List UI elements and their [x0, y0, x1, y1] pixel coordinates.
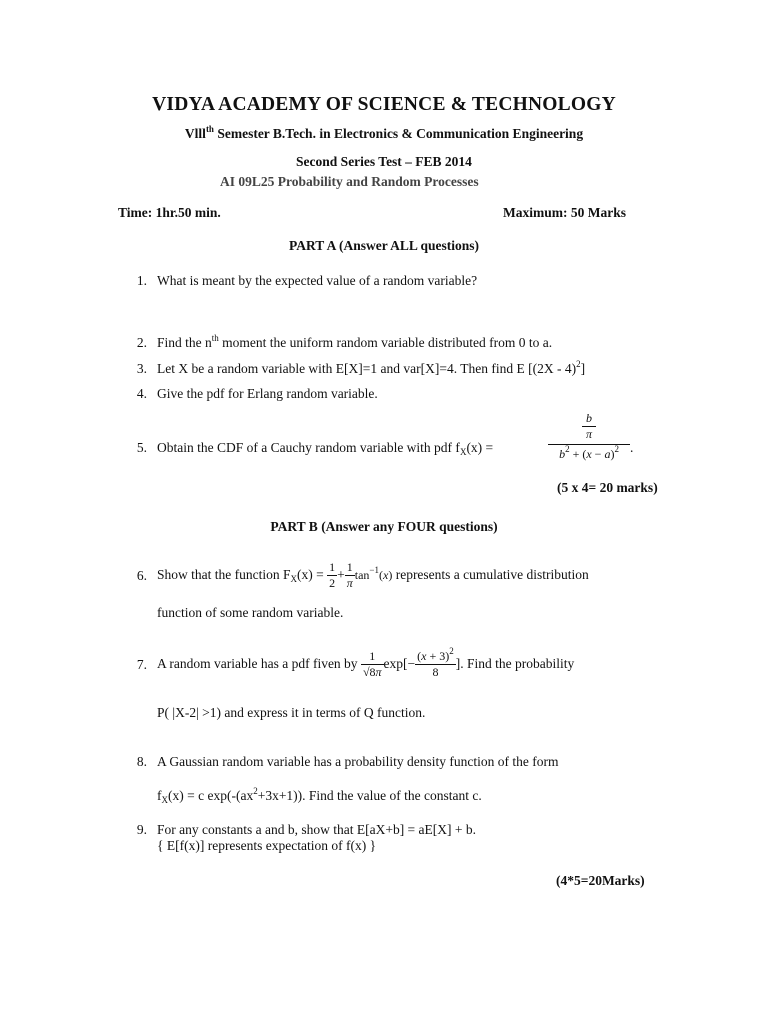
q7-fraction-sqrt: $\frac{1}{√8\pi}$ [362, 649, 382, 680]
q8-l2-post: +3x+1)). Find the value of the constant c. [257, 788, 482, 803]
q2-pre: Find the n [157, 335, 212, 350]
q6-fraction-half: $\frac{1}{2}$ [329, 560, 336, 591]
semester-prefix: Vlll [184, 126, 206, 141]
q6-number: 6. [136, 568, 147, 583]
q2-number: 2. [136, 335, 147, 350]
q7-fraction-exponent: $\frac{(x + 3)^2}{8}$ [417, 646, 454, 680]
q8-l2-mid: (x) = c exp(-(ax [168, 788, 254, 803]
q7-number: 7. [136, 657, 147, 672]
q5-pre: Obtain the CDF of a Cauchy random variable with pdf f [157, 440, 460, 455]
q9-line2: { E[f(x)] represents expectation of f(x) } [157, 838, 377, 853]
semester-sup: th [205, 124, 214, 134]
q7-text: A random variable has a pdf fiven by $\frac{1}{√8\pi}$ exp[− $\frac{(x + 3)^2}{8}$ ]. Find the probability [157, 646, 575, 680]
q3-sup: 2 [576, 359, 581, 369]
q7-exp: exp[− [383, 656, 416, 671]
q8-l2-sup: 2 [253, 786, 258, 796]
q8-l2-pre: f [157, 788, 162, 803]
time-allowed: Time: 1hr.50 min. [118, 205, 221, 220]
q6-pre: Show that the function F [157, 567, 291, 582]
q7-post: . Find the probability [460, 656, 575, 671]
q3-number: 3. [136, 361, 147, 376]
q9-number: 9. [136, 822, 147, 837]
cauchy-denominator: $b^2 + (x - a)^2$ [559, 444, 619, 461]
semester-line [0, 126, 768, 142]
q8-l2-sub: X [161, 795, 168, 805]
q2-sup: th [211, 333, 219, 343]
q6-mid: (x) = [297, 567, 328, 582]
q5-mid: (x) = [466, 440, 494, 455]
q6-sub: X [290, 574, 297, 584]
q1-text: What is meant by the expected value of a random variable? [157, 273, 478, 288]
q6-text: Show that the function $F_X(x)$ = $\frac{1}{2}$ + $\frac{1}{\pi}$ $\tan^{-1}(x)$ represents a cumulative distribution [157, 560, 589, 591]
q3-post: ] [580, 361, 586, 376]
maximum-marks: Maximum: 50 Marks [503, 205, 626, 220]
part-a-title: PART A (Answer ALL questions) [288, 238, 480, 253]
q1-number: 1. [136, 273, 147, 288]
part-b-title: PART B (Answer any FOUR questions) [270, 519, 498, 534]
q5-number: 5. [136, 440, 147, 455]
q5-sub: X [459, 447, 467, 457]
q3-pre: Let X be a random variable with E[X]=1 and var[X]=4. Then find E [(2X - 4) [157, 361, 577, 376]
q5-post: . [630, 440, 634, 455]
q7-pre: A random variable has a pdf fiven by [157, 656, 361, 671]
q6-fraction-pi: $\frac{1}{\pi}$ [346, 560, 353, 591]
institution-title: VIDYA ACADEMY OF SCIENCE & TECHNOLOGY [152, 94, 616, 115]
part-b-marks: (4*5=20Marks) [556, 873, 645, 888]
q3-text [157, 361, 585, 377]
q2-post: moment the uniform random variable distributed from 0 to a. [218, 335, 553, 350]
q6-post: represents a cumulative distribution [395, 567, 589, 582]
q6-arctan: $\tan^{-1}(x)$ [354, 565, 393, 582]
q8-text: A Gaussian random variable has a probability density function of the form [157, 754, 559, 769]
q4-number: 4. [136, 386, 147, 401]
q6-line2: function of some random variable. [157, 605, 344, 620]
cauchy-numerator: b π [548, 410, 630, 445]
q7-line2: P( |X-2| >1) and express it in terms of Q function. [157, 705, 426, 720]
cauchy-pdf-formula [548, 410, 630, 463]
q5-text [157, 440, 493, 456]
q9-text: For any constants a and b, show that E[aX+b] = aE[X] + b. [157, 822, 477, 837]
part-a-marks: (5 x 4= 20 marks) [557, 480, 658, 495]
q8-line2 [157, 788, 482, 804]
q2-text [157, 335, 552, 351]
test-name: Second Series Test – FEB 2014 [296, 154, 472, 169]
course-title: AI 09L25 Probability and Random Processes [220, 174, 479, 189]
semester-rest: Semester B.Tech. in Electronics & Communication Engineering [213, 126, 584, 141]
q8-number: 8. [136, 754, 147, 769]
q4-text: Give the pdf for Erlang random variable. [157, 386, 378, 401]
